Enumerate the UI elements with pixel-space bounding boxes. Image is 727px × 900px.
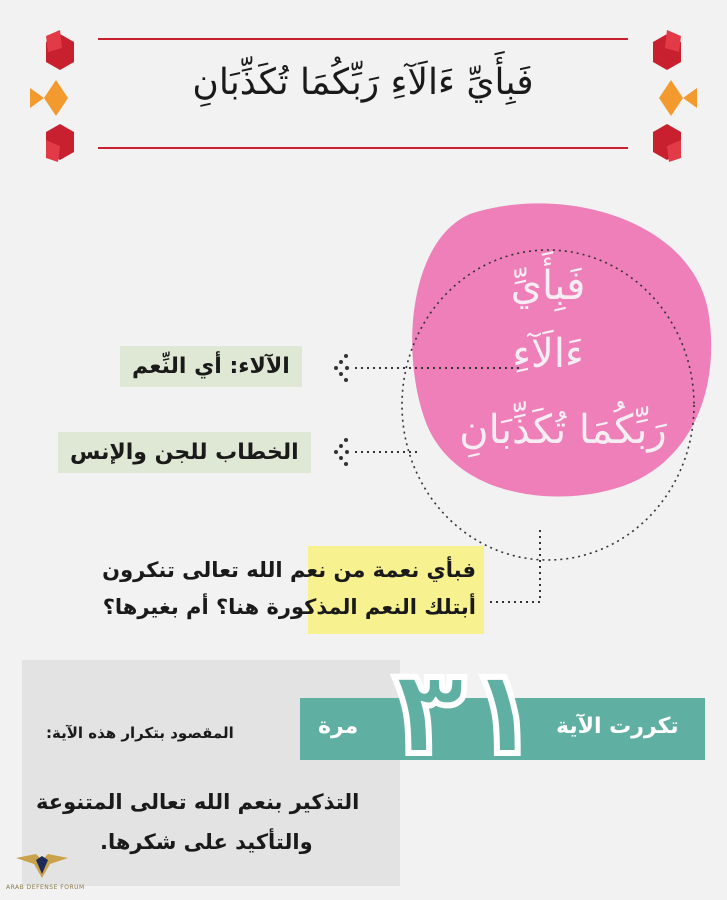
khitab-label: الخطاب للجن والإنس bbox=[58, 432, 311, 473]
question-line-2: أبتلك النعم المذكورة هنا؟ أم بغيرها؟ bbox=[102, 595, 476, 619]
circle-line-1: فَبِأَيِّ bbox=[510, 263, 586, 309]
verse-title: فَبِأَيِّ ءَالَآءِ رَبِّكُمَا تُكَذِّبَانِ bbox=[192, 62, 534, 103]
top-rule bbox=[98, 38, 628, 40]
meaning-line-2: والتأكيد على شكرها. bbox=[100, 830, 313, 854]
question-line-1: فبأي نعمة من نعم الله تعالى تنكرون bbox=[102, 558, 476, 582]
circle-line-2: ءَالَآءِ bbox=[512, 331, 584, 377]
forum-watermark: ARAB DEFENSE FORUM bbox=[6, 884, 85, 891]
bottom-rule bbox=[98, 147, 628, 149]
alaa-label: الآلاء: أي النِّعم bbox=[120, 346, 302, 387]
repeat-count: ٣١ bbox=[392, 643, 540, 782]
meaning-line-1: التذكير بنعم الله تعالى المتنوعة bbox=[36, 790, 360, 814]
repeat-unit: مرة bbox=[318, 714, 359, 739]
question-text bbox=[102, 552, 476, 626]
forum-logo-icon bbox=[14, 848, 70, 882]
repeat-label: تكررت الآية bbox=[556, 714, 679, 739]
question-connector bbox=[490, 530, 540, 602]
meaning-heading: المقصود بتكرار هذه الآية: bbox=[46, 724, 234, 742]
alaa-arrowhead bbox=[334, 354, 349, 382]
circle-line-3: رَبِّكُمَا تُكَذِّبَانِ bbox=[459, 407, 667, 453]
right-ornament-icon bbox=[645, 28, 705, 168]
khitab-arrowhead bbox=[334, 438, 349, 466]
verse-banner bbox=[0, 0, 727, 190]
left-ornament-icon bbox=[22, 28, 82, 168]
